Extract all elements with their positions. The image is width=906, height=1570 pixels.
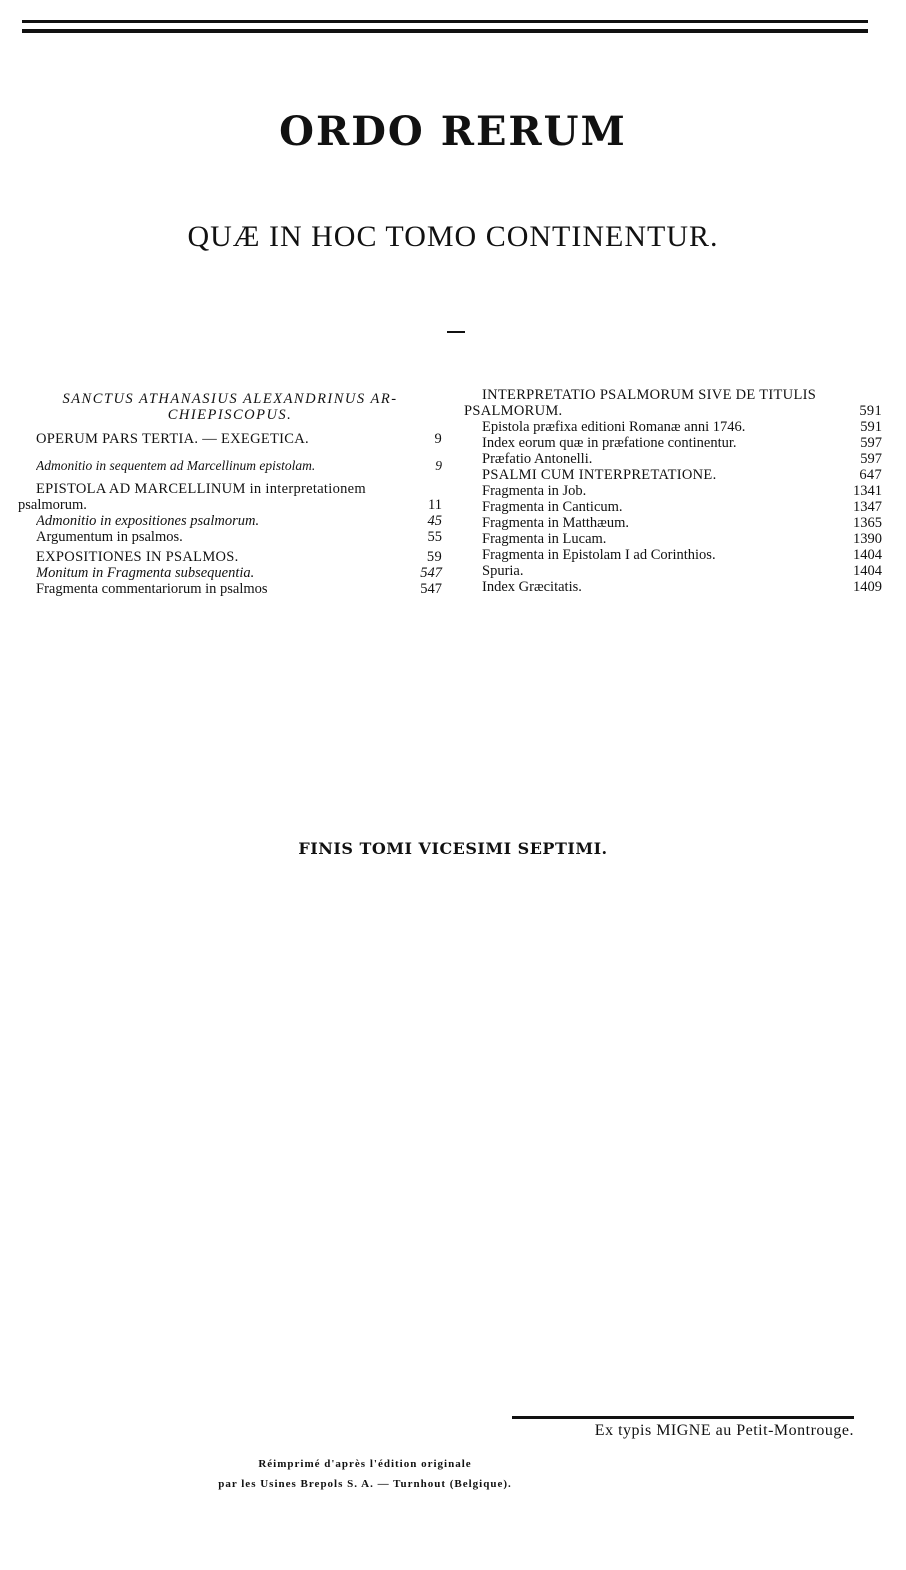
toc-entry[interactable] <box>464 563 882 579</box>
toc-entry-title: Monitum in Fragmenta subsequentia. <box>36 565 255 581</box>
toc-entry-page: 597 <box>860 451 882 467</box>
toc-entry[interactable] <box>464 403 882 419</box>
toc-entry-page: 1390 <box>853 531 882 547</box>
toc-entry[interactable] <box>464 467 882 483</box>
toc-entry-title: Præfatio Antonelli. <box>482 451 593 467</box>
toc-entry-page: 1347 <box>853 499 882 515</box>
top-rule-thick <box>22 29 868 33</box>
toc-entry[interactable] <box>464 499 882 515</box>
toc-entry-page: 45 <box>427 513 442 529</box>
toc-entry-title: Admonitio in sequentem ad Marcellinum epistolam. <box>36 458 316 473</box>
toc-entry-page: 547 <box>420 581 442 597</box>
toc-entry[interactable] <box>18 549 442 565</box>
toc-entry-title: PSALMORUM. <box>464 403 563 419</box>
toc-entry[interactable] <box>464 435 882 451</box>
toc-entry-title: Index eorum quæ in præfatione continentur. <box>482 435 737 451</box>
toc-entry-page: 597 <box>860 435 882 451</box>
toc-entry-title: INTERPRETATIO PSALMORUM SIVE DE TITULIS <box>482 387 817 403</box>
toc-entry[interactable] <box>18 565 442 581</box>
toc-entry[interactable] <box>464 547 882 563</box>
toc-entry[interactable] <box>464 451 882 467</box>
toc-entry-title: Epistola præfixa editioni Romanæ anni 1746. <box>482 419 746 435</box>
toc-entry[interactable] <box>464 515 882 531</box>
toc-entry-page: 55 <box>427 529 442 545</box>
finis-line: FINIS TOMI VICESIMI SEPTIMI. <box>298 839 608 858</box>
toc-entry-title: Fragmenta in Job. <box>482 483 587 499</box>
toc-entry-page: 11 <box>428 497 442 513</box>
toc-entry-title: EXPOSITIONES IN PSALMOS. <box>36 549 239 565</box>
author-heading-line2: CHIEPISCOPUS. <box>167 407 293 423</box>
toc-entry-title: Index Græcitatis. <box>482 579 582 595</box>
toc-entry-title: EPISTOLA AD MARCELLINUM in interpretationem <box>36 481 366 497</box>
toc-entry-title: Fragmenta in Canticum. <box>482 499 623 515</box>
toc-entry-title: Fragmenta in Lucam. <box>482 531 607 547</box>
toc-entry-page: 59 <box>426 549 442 565</box>
toc-entry-title: Fragmenta in Matthæum. <box>482 515 629 531</box>
toc-entry-title: Fragmenta commentariorum in psalmos <box>36 581 268 597</box>
reprint-note-line1: Réimprimé d'après l'édition originale <box>258 1458 472 1470</box>
toc-entry[interactable] <box>18 581 442 597</box>
toc-entry[interactable] <box>18 431 442 447</box>
author-heading-line1: SANCTUS ATHANASIUS ALEXANDRINUS AR- <box>62 391 398 407</box>
toc-entry[interactable] <box>18 497 442 513</box>
toc-entry-title: PSALMI CUM INTERPRETATIONE. <box>482 467 717 483</box>
toc-entry-page: 647 <box>859 467 882 483</box>
toc-entry-page: 591 <box>860 419 882 435</box>
toc-entry-page: 9 <box>434 431 442 447</box>
toc-entry-title: psalmorum. <box>18 497 87 513</box>
right-column <box>464 387 882 595</box>
toc-entry[interactable] <box>464 579 882 595</box>
page-subtitle: QUÆ IN HOC TOMO CONTINENTUR. <box>187 220 719 253</box>
left-column <box>18 391 442 597</box>
toc-entry-page: 9 <box>435 458 442 473</box>
toc-entry[interactable] <box>18 458 442 474</box>
toc-entry[interactable] <box>18 481 442 497</box>
toc-entry-title: Spuria. <box>482 563 524 579</box>
toc-entry[interactable] <box>464 531 882 547</box>
toc-entry[interactable] <box>464 483 882 499</box>
toc-entry[interactable] <box>464 387 882 403</box>
imprint-rule <box>512 1416 854 1419</box>
reprint-note-line2: par les Usines Brepols S. A. — Turnhout (Belgique). <box>218 1478 512 1490</box>
toc-entry-page: 547 <box>420 565 442 581</box>
toc-entry-page: 1341 <box>853 483 882 499</box>
toc-entry-page: 1404 <box>853 563 882 579</box>
author-heading <box>18 391 442 423</box>
toc-entry-title: Admonitio in expositiones psalmorum. <box>36 513 260 529</box>
separator-dash <box>447 331 465 333</box>
toc-entry-page: 1409 <box>853 579 882 595</box>
toc-entry-page: 1404 <box>853 547 882 563</box>
toc-entry[interactable] <box>464 419 882 435</box>
printer-imprint: Ex typis MIGNE au Petit-Montrouge. <box>594 1422 854 1439</box>
toc-entry-page: 1365 <box>853 515 882 531</box>
toc-entry-title: Fragmenta in Epistolam I ad Corinthios. <box>482 547 716 563</box>
toc-entry-page: 591 <box>859 403 882 419</box>
toc-entry-title: Argumentum in psalmos. <box>36 529 183 545</box>
toc-entry-title: OPERUM PARS TERTIA. — EXEGETICA. <box>36 431 309 447</box>
toc-entry[interactable] <box>18 529 442 545</box>
page-title: ORDO RERUM <box>279 108 627 155</box>
top-rule-thin <box>22 20 868 23</box>
toc-entry[interactable] <box>18 513 442 529</box>
